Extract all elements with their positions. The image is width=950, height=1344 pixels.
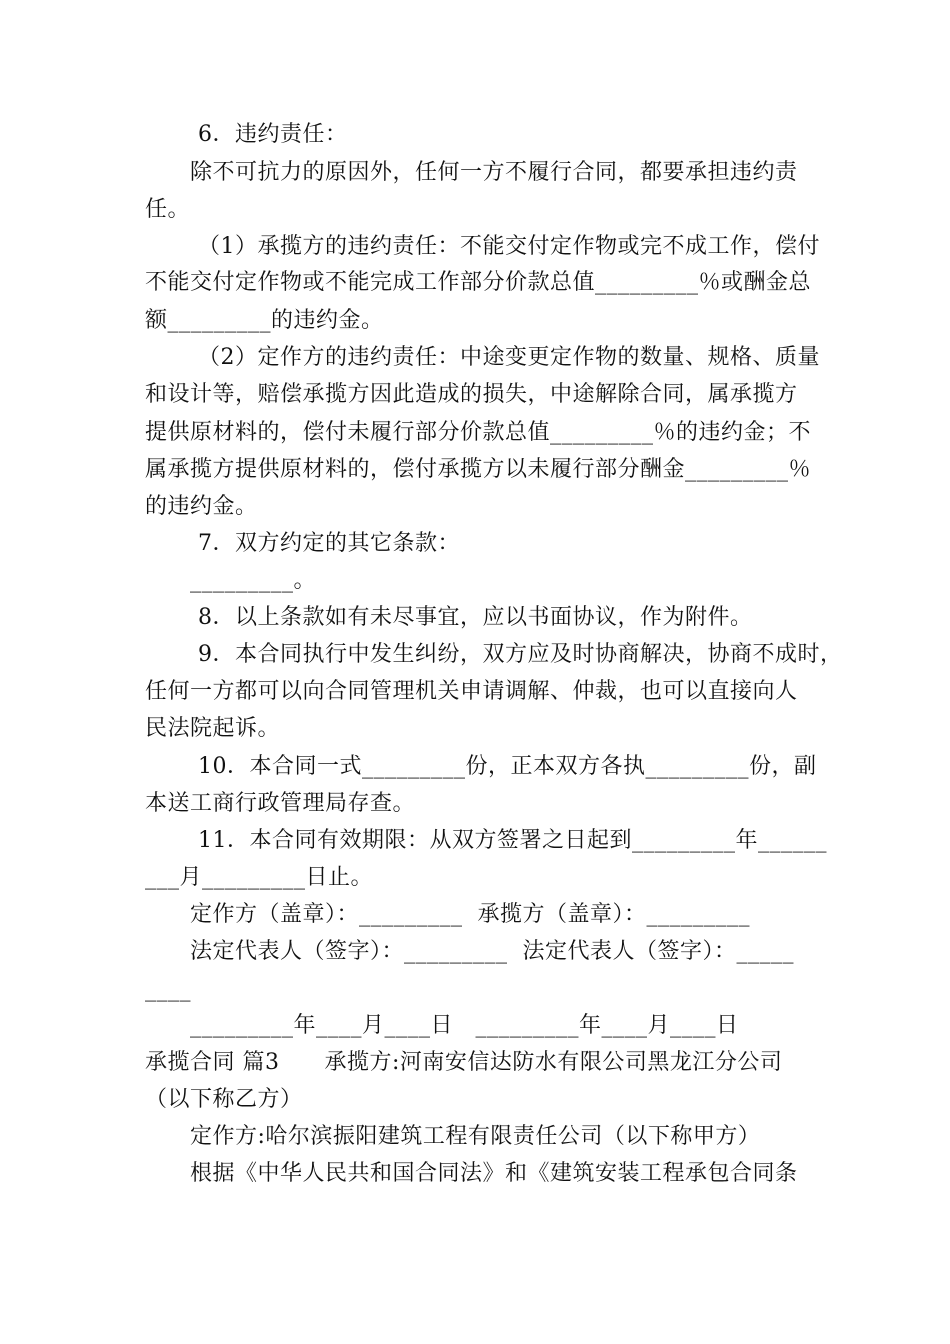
clause-9: 9．本合同执行中发生纠纷，双方应及时协商解决，协商不成时， (198, 642, 843, 667)
body-line: 额_________的违约金。 (145, 308, 384, 333)
body-line: 任。 (145, 197, 191, 222)
body-line: （以下称乙方） (145, 1087, 303, 1112)
body-line: 提供原材料的，偿付未履行部分价款总值_________％的违约金；不 (145, 420, 812, 445)
body-line: 除不可抗力的原因外，任何一方不履行合同，都要承担违约责 (190, 160, 798, 185)
clause-8: 8．以上条款如有未尽事宜，应以书面协议，作为附件。 (198, 605, 753, 630)
body-line: 任何一方都可以向合同管理机关申请调解、仲裁，也可以直接向人 (145, 679, 798, 704)
body-line: 属承揽方提供原材料的，偿付承揽方以未履行部分酬金_________％ (145, 457, 812, 482)
body-line: （2）定作方的违约责任：中途变更定作物的数量、规格、质量 (198, 345, 820, 370)
signature-line-cont: ____ (145, 977, 191, 1002)
body-line: 根据《中华人民共和国合同法》和《建筑安装工程承包合同条 (190, 1161, 798, 1186)
body-line: 民法院起诉。 (145, 716, 281, 741)
body-line: _________。 (190, 568, 317, 593)
body-line: 和设计等，赔偿承揽方因此造成的损失，中途解除合同，属承揽方 (145, 382, 798, 407)
clause-10: 10．本合同一式_________份，正本双方各执_________份，副 (198, 754, 817, 779)
body-line: 本送工商行政管理局存查。 (145, 791, 416, 816)
clause-6-heading: 6．违约责任： (198, 122, 348, 147)
signature-line: 法定代表人（签字）：_________ 法定代表人（签字）：_____ (190, 939, 794, 964)
seal-line: 定作方（盖章）：_________ 承揽方（盖章）：_________ (190, 902, 750, 927)
clause-11: 11．本合同有效期限：从双方签署之日起到_________年______ (198, 828, 827, 853)
body-line: 定作方:哈尔滨振阳建筑工程有限责任公司（以下称甲方） (190, 1124, 761, 1149)
body-line: （1）承揽方的违约责任：不能交付定作物或完不成工作，偿付 (198, 234, 820, 259)
date-line: _________年____月____日 _________年____月____日 (190, 1013, 739, 1038)
section-heading: 承揽合同 篇3 承揽方:河南安信达防水有限公司黑龙江分公司 (145, 1050, 783, 1075)
clause-7-heading: 7．双方约定的其它条款： (198, 531, 460, 556)
body-line: ___月_________日止。 (145, 865, 374, 890)
body-line: 不能交付定作物或不能完成工作部分价款总值_________％或酬金总 (145, 270, 812, 295)
body-line: 的违约金。 (145, 494, 258, 519)
